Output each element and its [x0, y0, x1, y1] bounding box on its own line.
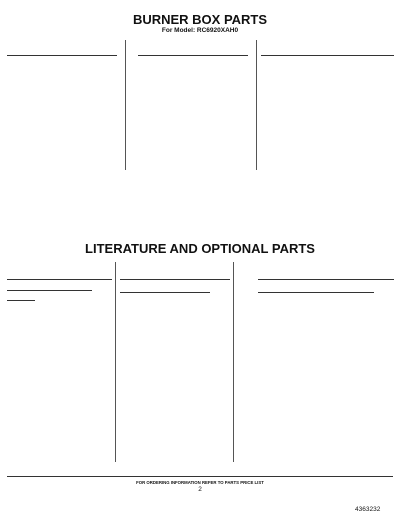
subsection-rule: [7, 290, 92, 291]
header-rule: [7, 55, 117, 56]
column-divider: [256, 40, 257, 170]
header-rule: [258, 279, 394, 280]
column-divider: [233, 262, 234, 462]
model-subtitle: For Model: RC6920XAH0: [161, 27, 239, 34]
column-divider: [125, 40, 126, 170]
subsection-rule: [7, 300, 35, 301]
header-rule: [120, 279, 230, 280]
subsection-rule: [258, 292, 374, 293]
column-divider: [115, 262, 116, 462]
header-rule: [7, 279, 112, 280]
header-rule: [138, 55, 248, 56]
header-rule: [261, 55, 394, 56]
footer-rule: [7, 476, 393, 477]
page-title: BURNER BOX PARTS: [132, 12, 268, 27]
ordering-note: FOR ORDERING INFORMATION REFER TO PARTS PRICE LIST: [136, 480, 264, 485]
section-title-literature: LITERATURE AND OPTIONAL PARTS: [85, 241, 315, 256]
subsection-rule: [120, 292, 210, 293]
page-number: 2: [198, 486, 202, 493]
document-number: 4363232: [355, 506, 381, 513]
